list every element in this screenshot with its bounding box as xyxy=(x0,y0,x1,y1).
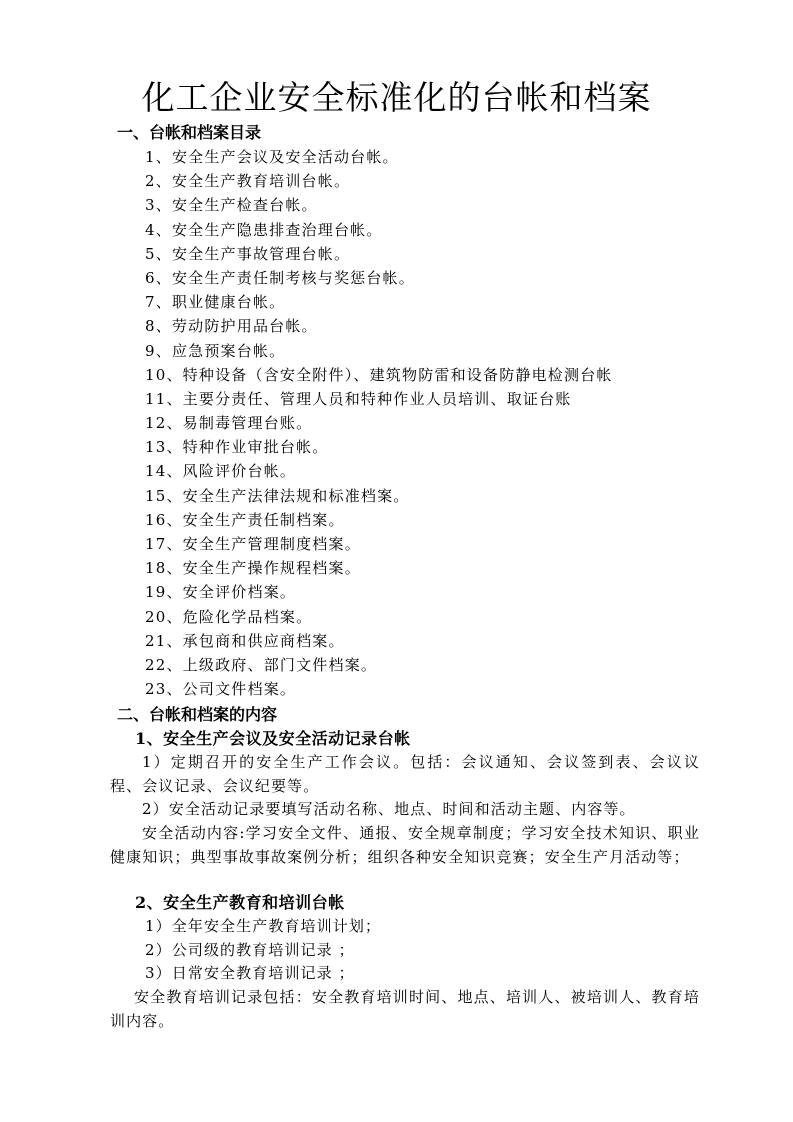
catalog-item: 15、安全生产法律法规和标准档案。 xyxy=(145,486,410,505)
training-line-company: 2）公司级的教育培训记录 ； xyxy=(145,941,355,959)
catalog-item: 21、承包商和供应商档案。 xyxy=(145,631,345,650)
catalog-item: 6、安全生产责任制考核与奖惩台帐。 xyxy=(145,268,415,287)
catalog-item: 1、安全生产会议及安全活动台帐。 xyxy=(145,148,399,166)
catalog-item: 16、安全生产责任制档案。 xyxy=(145,510,345,529)
catalog-item: 12、易制毒管理台账。 xyxy=(145,414,313,433)
catalog-item: 10、特种设备（含安全附件）、建筑物防雷和设备防静电检测台帐 xyxy=(145,365,613,384)
section-heading-content: 二、台帐和档案的内容 xyxy=(117,705,278,724)
subsection-heading-training: 2、安全生产教育和培训台帐 xyxy=(135,893,345,912)
catalog-item: 5、安全生产事故管理台帐。 xyxy=(145,244,351,263)
catalog-item: 22、上级政府、部门文件档案。 xyxy=(145,655,378,674)
subsection-heading-meetings: 1、安全生产会议及安全活动记录台帐 xyxy=(135,729,411,748)
catalog-item: 7、职业健康台帐。 xyxy=(145,293,286,312)
document-title: 化工企业安全标准化的台帐和档案 xyxy=(141,78,652,117)
catalog-item: 11、主要分责任、管理人员和特种作业人员培训、取证台账 xyxy=(145,389,572,408)
catalog-list xyxy=(145,145,613,701)
catalog-item: 3、安全生产检查台帐。 xyxy=(145,196,318,215)
catalog-item: 8、劳动防护用品台帐。 xyxy=(145,317,318,336)
catalog-item: 13、特种作业审批台帐。 xyxy=(145,438,329,457)
catalog-item: 18、安全生产操作规程档案。 xyxy=(145,559,361,578)
catalog-item: 2、安全生产教育培训台帐。 xyxy=(145,172,351,191)
catalog-item: 19、安全评价档案。 xyxy=(145,583,297,602)
catalog-item: 17、安全生产管理制度档案。 xyxy=(145,535,361,553)
catalog-item: 9、应急预案台帐。 xyxy=(145,341,286,360)
paragraph-meetings: 1）定期召开的安全生产工作会议。包括：会议通知、会议签到表、会议议程、会议记录、会议纪要等。 xyxy=(110,753,700,795)
paragraph-activity-content: 安全活动内容:学习安全文件、通报、安全规章制度；学习安全技术知识、职业健康知识；典型事故事故案例分析；组织各种安全知识竞赛；安全生产月活动等； xyxy=(110,824,700,866)
paragraph-activity-records: 2）安全活动记录要填写活动名称、地点、时间和活动主题、内容等。 xyxy=(142,800,636,818)
catalog-item: 20、危险化学品档案。 xyxy=(145,607,313,626)
catalog-item: 4、安全生产隐患排查治理台帐。 xyxy=(145,220,383,239)
training-line-daily: 3）日常安全教育培训记录 ； xyxy=(145,964,355,982)
training-line-plan: 1）全年安全生产教育培训计划； xyxy=(145,917,382,935)
section-heading-catalog: 一、台帐和档案目录 xyxy=(117,123,262,142)
catalog-item: 14、风险评价台帐。 xyxy=(145,462,297,481)
paragraph-training-records: 安全教育培训记录包括：安全教育培训时间、地点、培训人、被培训人、教育培训内容。 xyxy=(110,988,700,1030)
catalog-item: 23、公司文件档案。 xyxy=(145,680,297,699)
